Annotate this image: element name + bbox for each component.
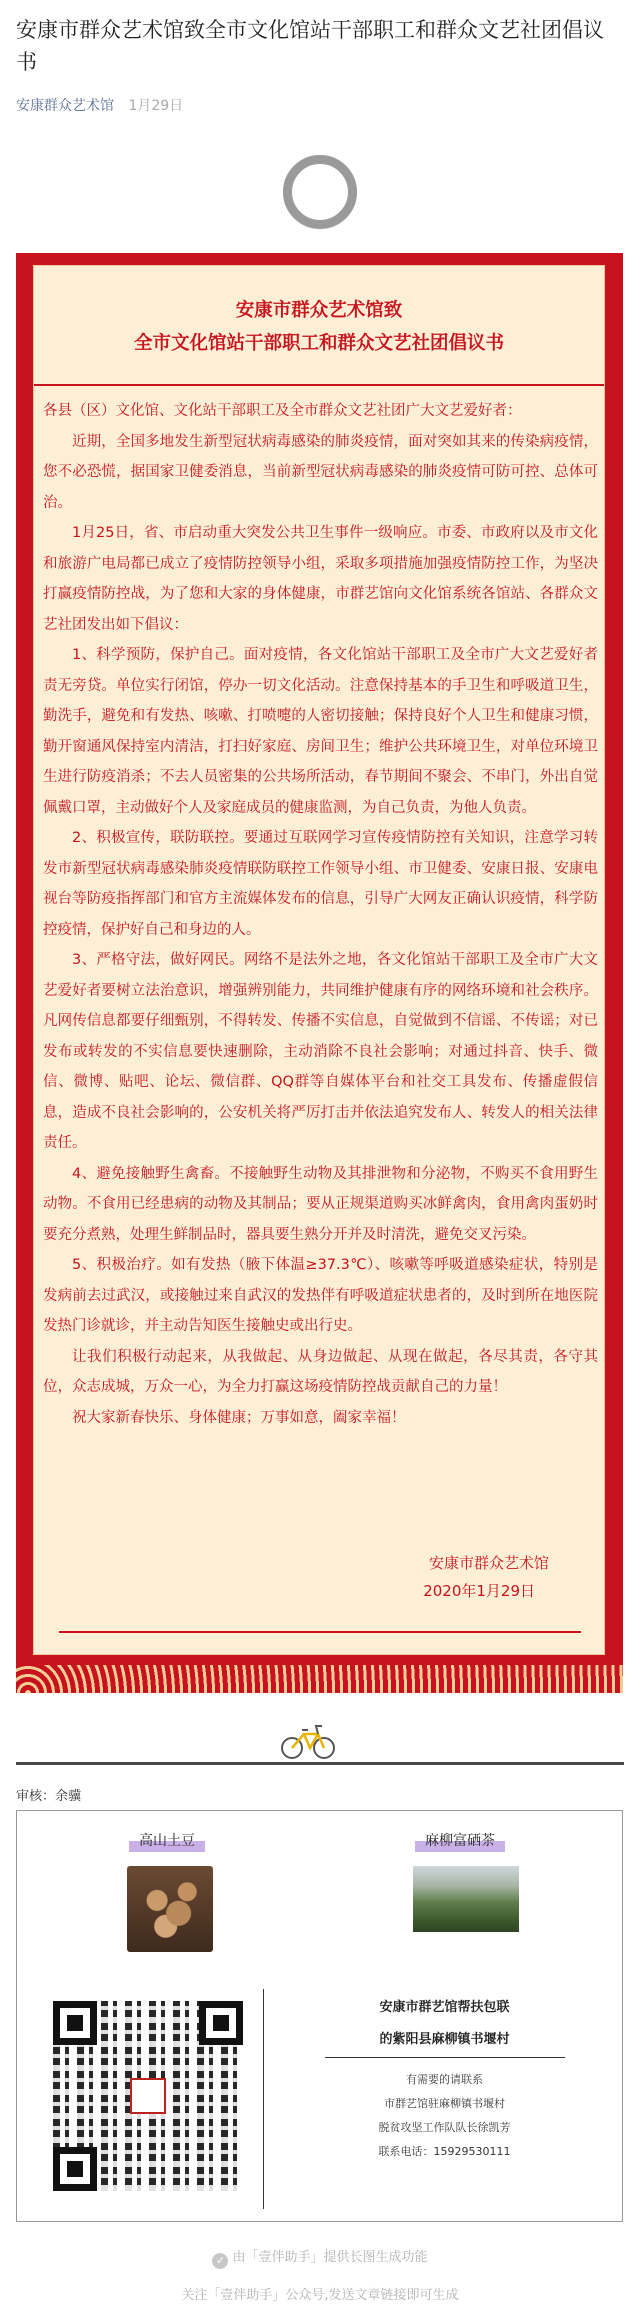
contact-line1: 有需要的请联系 xyxy=(406,2073,483,2086)
contact-phone[interactable]: 联系电话：15929530111 xyxy=(378,2145,511,2158)
author-link[interactable]: 安康群众艺术馆 xyxy=(16,98,114,114)
section-divider xyxy=(16,1762,624,1765)
org-line2: 的紫阳县麻柳镇书堰村 xyxy=(379,2032,510,2047)
contact-line2: 市群艺馆驻麻柳镇书堰村 xyxy=(384,2097,505,2110)
contact-divider xyxy=(325,2057,565,2058)
poster-divider xyxy=(34,384,604,386)
footer-line2[interactable]: 关注「壹伴助手」公众号,发送文章链接即可生成 xyxy=(181,2288,459,2303)
paragraph: 1月25日，省、市启动重大突发公共卫生事件一级响应。市委、市政府以及市文化和旅游广电局都已成立了疫情防控领导小组，采取多项措施加强疫情防控工作，为坚决打赢疫情防控战，为了您和大家的身体健康，市群艺馆向文化馆系统各馆站、各群众文艺社团发出如下倡议： xyxy=(43,525,598,633)
paragraph: 4、避免接触野生禽畜。不接触野生动物及其排泄物和分泌物，不购买不食用野生动物。不食用已经患病的动物及其制品；要从正规渠道购买冰鲜禽肉，食用禽肉蛋奶时要充分煮熟，处理生鲜制品时，器具要生熟分开并及时清洗，避免交叉污染。 xyxy=(43,1165,598,1243)
poster-body xyxy=(43,396,598,1433)
verified-v-icon: ✓ xyxy=(212,2253,228,2269)
bicycle-icon xyxy=(280,1720,336,1760)
qr-finder xyxy=(53,2147,97,2191)
reviewer: 审核：余骥 xyxy=(16,1789,82,1804)
vertical-divider xyxy=(263,1989,264,2209)
sign-date: 2020年1月29日 xyxy=(423,1582,535,1600)
article-meta xyxy=(16,95,183,115)
contact-info xyxy=(267,1989,622,2164)
paragraph: 祝大家新春快乐、身体健康；万事如意，阖家幸福！ xyxy=(72,1409,406,1426)
product-label-potato: 高山土豆 xyxy=(129,1828,205,1852)
article-title: 安康市群众艺术馆致全市文化馆站干部职工和群众文艺社团倡议书 xyxy=(16,18,604,74)
org-line1: 安康市群艺馆帮扶包联 xyxy=(379,2000,510,2015)
poster-divider-bottom xyxy=(59,1631,581,1633)
poverty-relief-ad xyxy=(16,1810,623,2222)
signature: 安康市群众艺术馆 xyxy=(428,1554,549,1572)
decorative-pattern xyxy=(16,1665,623,1693)
footer-credit xyxy=(0,2246,640,2269)
poster-title-line2: 全市文化馆站干部职工和群众文艺社团倡议书 xyxy=(133,333,504,354)
product-label-tea: 麻柳富硒茶 xyxy=(415,1828,505,1852)
paragraph: 1、科学预防，保护自己。面对疫情，各文化馆站干部职工及全市广大文艺爱好者责无旁贷。单位实行闭馆，停办一切文化活动。注意保持基本的手卫生和呼吸道卫生，勤洗手，避免和有发热、咳嗽、打喷嚏的人密切接触；保持良好个人卫生和健康习惯，勤开窗通风保持室内清洁，打扫好家庭、房间卫生；维护公共环境卫生，对单位环境卫生进行防疫消杀；不去人员密集的公共场所活动，春节期间不聚会、不串门，外出自觉佩戴口罩，主动做好个人及家庭成员的健康监测，为自己负责，为他人负责。 xyxy=(43,647,598,816)
footer-line1: 由「壹伴助手」提供长图生成功能 xyxy=(232,2250,428,2265)
potato-image xyxy=(127,1866,213,1952)
qr-finder xyxy=(53,2001,97,2045)
tea-image xyxy=(413,1866,519,1932)
paragraph: 让我们积极行动起来，从我做起、从身边做起、从现在做起，各尽其责，各守其位，众志成城，万众一心，为全力打赢这场疫情防控战贡献自己的力量！ xyxy=(43,1348,598,1395)
salutation: 各县（区）文化馆、文化站干部职工及全市群众文艺社团广大文艺爱好者： xyxy=(43,403,522,419)
poster-title xyxy=(34,294,604,360)
paragraph: 3、严格守法，做好网民。网络不是法外之地，各文化馆站干部职工及全市广大文艺爱好者要树立法治意识，增强辨别能力，共同维护健康有序的网络环境和社会秩序。凡网传信息都要仔细甄别，不得转发、传播不实信息，自觉做到不信谣、不传谣；对已发布或转发的不实信息要快速删除，主动消除不良社会影响；对通过抖音、快手、微信、微博、贴吧、论坛、微信群、QQ群等自媒体平台和社交工具发布、传播虚假信息，造成不良社会影响的，公安机关将严厉打击并依法追究发布人、转发人的相关法律责任。 xyxy=(43,952,598,1151)
paragraph: 2、积极宣传，联防联控。要通过互联网学习宣传疫情防控有关知识，注意学习转发市新型冠状病毒感染肺炎疫情联防联控工作领导小组、市卫健委、安康日报、安康电视台等防疫指挥部门和官方主流媒体发布的信息，引导广大网友正确认识疫情，科学防控疫情，保护好自己和身边的人。 xyxy=(43,830,598,938)
loading-spinner-icon xyxy=(283,155,357,229)
signature-block xyxy=(423,1549,549,1605)
poster-title-line1: 安康市群众艺术馆致 xyxy=(235,300,403,321)
contact-line3: 脱贫攻坚工作队队长徐凯芳 xyxy=(378,2121,511,2134)
qr-logo xyxy=(130,2078,166,2114)
proposal-poster xyxy=(16,253,623,1693)
qr-finder xyxy=(199,2001,243,2045)
paragraph: 近期，全国多地发生新型冠状病毒感染的肺炎疫情，面对突如其来的传染病疫情，您不必恐慌，据国家卫健委消息，当前新型冠状病毒感染的肺炎疫情可防可控、总体可治。 xyxy=(43,433,598,511)
paragraph: 5、积极治疗。如有发热（腋下体温≥37.3℃）、咳嗽等呼吸道感染症状，特别是发病前去过武汉，或接触过来自武汉的发热伴有呼吸道症状患者的，及时到所在地医院发热门诊就诊，并主动告知医生接触史或出行史。 xyxy=(43,1257,598,1334)
poster-paper xyxy=(33,265,605,1655)
publish-date: 1月29日 xyxy=(128,98,184,114)
